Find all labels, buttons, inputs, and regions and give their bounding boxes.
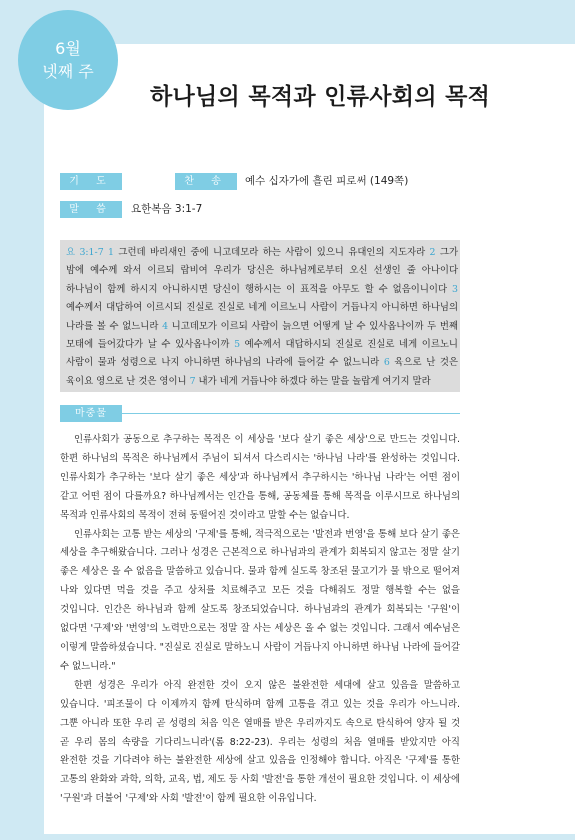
- verse-text: 예수께서 대답하여 이르시되 진실로 진실로 네게 이르노니 사람이 거듭나지 아니하면 하나님의 나라를 볼 수 없느니라: [66, 302, 458, 332]
- hymn-tag: 찬 송: [175, 173, 237, 190]
- verse-number: 4: [162, 320, 169, 332]
- verse-text: 그가 밤에 예수께 와서 이르되 랍비여 우리가 당신은 하나님께로부터 오신 선생인 줄 아나이다 하나님이 함께 하시지 아니하시면 당신이 행하시는 이 표적을 아무도 할 수 없음이니이다: [66, 247, 459, 295]
- verse-number: 6: [383, 357, 390, 369]
- meditation-paragraph: 인류사회는 고통 받는 세상의 '구제'를 통해, 적극적으로는 '발전과 번영'을 통해 보다 살기 좋은 세상을 추구해왔습니다. 그러나 성경은 근본적으로 하나님과의 관계가 회복되지 않고는 정말 살기 좋은 세상은 올 수 없음을 말씀하고 있습니다. 물과 함께 실도록 창조된 물고기가 물 밖으로 떨어져 나와 있다면 먹을 것을 주고 상처를 치료해주고 모든 것을 다해줘도 정말 행복할 수는 없을 것입니다. 인간은 하나님과 함께 살도록 창조되었습니다. 하나님과의 관계가 회복되는 '구원'이 없다면 '구제'와 '번영'의 노력만으로는 정말 잘 사는 세상은 올 수 없는 것입니다. 그래서 예수님은 이렇게 말씀하셨습니다. "진실로 진실로 말하노니 사람이 거듭나지 아니하면 하나님 나라에 들어갈 수 없느니라.": [60, 528, 460, 672]
- prayer-tag: 기 도: [60, 173, 122, 190]
- verse-number: 2: [429, 247, 436, 258]
- verse-text: 니고데모가 이르되 사람이 늙으면 어떻게 날 수 있사옵나이까 두 번째 모태에 들어갔다가 날 수 있사옵나이까: [66, 320, 458, 351]
- verse-text: 내가 네게 거듭나야 하겠다 하는 말을 놀랍게 여기지 말라: [195, 375, 431, 387]
- meditation-paragraph: 한편 성경은 우리가 아직 완전한 것이 오지 않은 불완전한 세대에 살고 있음을 말씀하고 있습니다. '피조물이 다 이제까지 함께 탄식하며 함께 고통을 겪고 있는 것을 우리가 아느니라. 그뿐 아니라 또한 우리 곧 성령의 처음 익은 열매를 받은 우리까지도 속으로 탄식하여 양자 될 것 곧 우리 몸의 속량을 기다리느니라'(롬 8:22-23). 우리는 성령의 처음 열매를 받았지만 아직 완전한 것을 기다려야 하는 불완전한 세상에 살고 있음을 인정해야 합니다. 아직은 '구제'를 통한 고통의 완화와 과학, 의학, 교육, 법, 제도 등 사회 '발전'을 통한 개선이 필요한 것입니다. 이 세상에 '구원'과 더불어 '구제'와 사회 '발전'이 함께 필요한 이유입니다.: [60, 679, 460, 805]
- verse-number: 요 3:1-7 1: [66, 247, 115, 258]
- meditation-tag: 마중물: [60, 405, 122, 422]
- word-tag: 말 씀: [60, 201, 122, 218]
- page-title: 하나님의 목적과 인류사회의 목적: [150, 84, 491, 110]
- meditation-paragraph: 인류사회가 공동으로 추구하는 목적은 이 세상을 '보다 살기 좋은 세상'으로 만드는 것입니다. 한편 하나님의 목적은 하나님께서 주님이 되셔서 다스리시는 '하나님 나라'를 완성하는 것입니다. 인류사회가 추구하는 '보다 살기 좋은 세상'과 하나님께서 추구하시는 '하나님 나라'는 어떤 점이 같고 어떤 점이 다를까요? 하나님께서는 인간을 통해, 공동체를 통해 목적을 이루시므로 하나님의 목적과 인류사회의 목적이 전혀 동떨어진 것이라고 말할 수는 없습니다.: [60, 434, 460, 521]
- hymn-value: 예수 십자가에 흘린 피로써 (149쪽): [245, 175, 409, 187]
- week-label: 넷째 주: [42, 62, 94, 81]
- verse-number: 5: [234, 339, 241, 351]
- meditation-body: [60, 431, 460, 809]
- verse-number: 3: [452, 283, 458, 295]
- week-badge: [18, 10, 118, 110]
- verse-text: 그런데 바리새인 중에 니고데모라 하는 사람이 있으니 유대인의 지도자라: [114, 247, 430, 258]
- verse-number: 7: [189, 375, 196, 387]
- verse-text: 육으로 난 것은 육이요 영으로 난 것은 영이니: [66, 357, 458, 387]
- scripture-text: [66, 244, 458, 391]
- verse-text: 예수께서 대답하시되 진실로 진실로 네게 이르노니 사람이 물과 성령으로 나지 아니하면 하나님의 나라에 들어갈 수 없느니라: [66, 339, 458, 369]
- week-month: 6월: [55, 39, 81, 58]
- word-value: 요한복음 3:1-7: [131, 203, 203, 215]
